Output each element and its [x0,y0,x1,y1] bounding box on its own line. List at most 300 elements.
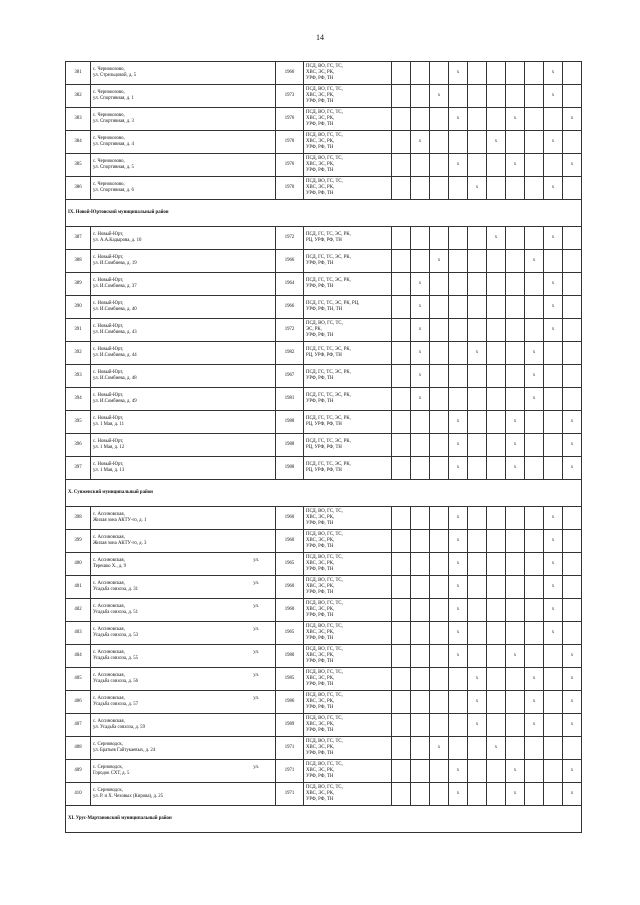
table-row [66,296,582,319]
mark-cell [468,645,487,668]
row-number: 402 [66,599,91,622]
mark-cell [506,177,525,200]
table-row [66,411,582,434]
works-line: ПСД, ВО, ГС, ТС, [306,133,343,138]
mark-cell [506,342,525,365]
address-street-prefix: ул. [253,627,259,632]
mark-cell [449,668,468,691]
address-line: с. Чернокозово, [93,90,125,95]
works-line: РЦ, УРФ, РФ, ТН [306,353,342,358]
table-row [66,737,582,760]
works-cell [304,154,392,177]
mark-cell: x [449,783,468,806]
year-cell: 1973 [276,85,304,108]
mark-cell: x [449,62,468,85]
works-line: ХВС, ЭС, РК, [306,139,335,144]
works-cell [304,645,392,668]
works-cell [304,131,392,154]
works-line: ХВС, ЭС, РК, [306,70,335,75]
works-cell [304,553,392,576]
address-cell [91,131,276,154]
address-cell [91,227,276,250]
works-cell [304,783,392,806]
works-line: ХВС, ЭС, РК, [306,515,335,520]
mark-cell: x [506,108,525,131]
address-line: с. Ассиновская, [93,535,125,540]
mark-cell [411,714,430,737]
address-line: ул. 1 Мая, д. 13 [93,468,125,473]
works-cell [304,411,392,434]
address-line: ул. Спортивная, д. 3 [93,119,134,124]
works-line: ХВС, ЭС, РК, [306,768,335,773]
works-line: ПСД, ВО, ГС, ТС, [306,624,343,629]
mark-cell: x [468,714,487,737]
address-street-prefix: ул. [253,673,259,678]
mark-cell [563,227,582,250]
mark-cell [468,131,487,154]
row-number: 409 [66,760,91,783]
mark-cell [411,177,430,200]
mark-cell [392,62,411,85]
mark-cell [430,714,449,737]
mark-cell [487,576,506,599]
works-line: ПСД, ВО, ГС, ТС, [306,578,343,583]
year-cell: 1981 [276,388,304,411]
works-cell [304,273,392,296]
address-cell [91,296,276,319]
mark-cell [430,457,449,480]
section-title: XI. Урус-Мартановский муниципальный район [66,806,582,833]
works-cell [304,507,392,530]
mark-cell: x [563,645,582,668]
mark-cell [468,62,487,85]
mark-cell [487,411,506,434]
address-line: с. Чернокозово, [93,113,125,118]
works-cell [304,622,392,645]
works-line: ПСД, ГС, ТС, ЭС, РК, [306,439,351,444]
mark-cell [487,177,506,200]
mark-cell: x [525,365,544,388]
mark-cell [563,507,582,530]
mark-cell: x [563,434,582,457]
mark-cell [487,85,506,108]
mark-cell: x [544,177,563,200]
year-cell: 1976 [276,108,304,131]
mark-cell [468,457,487,480]
mark-cell [468,553,487,576]
works-line: ХВС, ЭС, РК, [306,630,335,635]
address-cell [91,273,276,296]
mark-cell [544,250,563,273]
mark-cell [525,85,544,108]
mark-cell: x [544,319,563,342]
mark-cell: x [544,599,563,622]
works-line: УРФ, РФ, ТН [306,122,334,127]
mark-cell [487,342,506,365]
table-row [66,668,582,691]
mark-cell [487,553,506,576]
mark-cell [411,622,430,645]
mark-cell [525,622,544,645]
address-cell [91,319,276,342]
mark-cell [525,177,544,200]
mark-cell [411,668,430,691]
mark-cell [449,85,468,108]
mark-cell [487,622,506,645]
mark-cell [525,737,544,760]
mark-cell [506,737,525,760]
works-cell [304,365,392,388]
address-cell [91,737,276,760]
year-cell: 1960 [276,576,304,599]
mark-cell: x [544,530,563,553]
mark-cell [563,622,582,645]
address-line: ул. Спортивная, д. 4 [93,142,134,147]
row-number: 387 [66,227,91,250]
mark-cell [430,154,449,177]
mark-cell: x [544,131,563,154]
section-row [66,806,582,833]
mark-cell [411,108,430,131]
works-line: ПСД, ГС, ТС, ЭС, РК, [306,232,351,237]
mark-cell [392,411,411,434]
mark-cell [544,737,563,760]
mark-cell [563,365,582,388]
works-cell [304,668,392,691]
mark-cell [525,154,544,177]
address-line: ул. И.Сомбиева, д. 48 [93,376,137,381]
works-line: УРФ, РФ, ТН [306,284,334,289]
works-cell [304,714,392,737]
works-line: ЭС, РК, [306,327,322,332]
mark-cell [430,668,449,691]
mark-cell [487,365,506,388]
mark-cell [449,691,468,714]
row-number: 383 [66,108,91,131]
mark-cell [563,85,582,108]
works-line: УРФ, РФ, ТН [306,567,334,572]
mark-cell [487,457,506,480]
mark-cell: x [411,388,430,411]
address-line: ул. Р. и Х. Чеховых (Кирова), д. 25 [93,794,164,799]
address-cell [91,365,276,388]
mark-cell: x [544,85,563,108]
mark-cell [544,388,563,411]
mark-cell [430,576,449,599]
mark-cell [487,319,506,342]
year-cell: 1989 [276,714,304,737]
mark-cell [430,691,449,714]
mark-cell [487,62,506,85]
mark-cell [468,737,487,760]
works-line: УРФ, РФ, ТН [306,590,334,595]
mark-cell [411,250,430,273]
address-cell [91,645,276,668]
address-line: с. Ассиновская, [93,627,125,632]
mark-cell [411,227,430,250]
mark-cell [468,576,487,599]
address-line: ул. Спортивная, д. 5 [93,165,134,170]
mark-cell [506,388,525,411]
mark-cell [525,411,544,434]
works-line: УРФ, РФ, ТН [306,333,334,338]
mark-cell: x [525,250,544,273]
mark-cell [430,645,449,668]
mark-cell [506,622,525,645]
mark-cell [487,599,506,622]
works-line: УРФ, РФ, ТН [306,728,334,733]
mark-cell: x [411,319,430,342]
mark-cell [411,645,430,668]
mark-cell: x [449,411,468,434]
works-line: ПСД, ГС, ТС, ЭС, РК, [306,462,351,467]
mark-cell [525,783,544,806]
mark-cell: x [563,411,582,434]
mark-cell: x [506,154,525,177]
mark-cell: x [544,553,563,576]
mark-cell: x [506,411,525,434]
address-cell [91,85,276,108]
mark-cell [449,365,468,388]
mark-cell [392,737,411,760]
row-number: 403 [66,622,91,645]
mark-cell [506,273,525,296]
mark-cell [563,177,582,200]
mark-cell [563,530,582,553]
mark-cell [392,530,411,553]
address-cell [91,342,276,365]
mark-cell [525,599,544,622]
mark-cell: x [411,273,430,296]
address-cell [91,154,276,177]
mark-cell [525,296,544,319]
works-line: ПСД, ГС, ТС, ЭС, РК, [306,255,351,260]
works-line: УРФ, РФ, ТН [306,191,334,196]
mark-cell [506,507,525,530]
mark-cell: x [544,576,563,599]
mark-cell [430,622,449,645]
mark-cell [449,319,468,342]
address-line: с. Серноводск, [93,765,123,770]
table-row [66,714,582,737]
address-line: Усадьба совхоза, д. 55 [93,656,138,661]
mark-cell: x [411,131,430,154]
address-line: с. Ассиновская, [93,558,125,563]
mark-cell [487,668,506,691]
address-line: Жилая зона АКТУ-го, д. 1 [93,518,147,523]
mark-cell [544,434,563,457]
mark-cell [449,131,468,154]
works-line: ПСД, ВО, ГС, ТС, [306,785,343,790]
table-row [66,783,582,806]
mark-cell [468,227,487,250]
works-line: ХВС, ЭС, РК, [306,745,335,750]
mark-cell [544,365,563,388]
mark-cell [487,296,506,319]
address-line: с. Чернокозово, [93,159,125,164]
year-cell: 1988 [276,411,304,434]
mark-cell [392,131,411,154]
mark-cell [468,507,487,530]
row-number: 394 [66,388,91,411]
mark-cell [468,622,487,645]
mark-cell [430,131,449,154]
works-cell [304,737,392,760]
works-line: УРФ, РФ, ТН [306,544,334,549]
mark-cell: x [449,507,468,530]
address-cell [91,622,276,645]
mark-cell [392,177,411,200]
works-cell [304,434,392,457]
table-row [66,434,582,457]
mark-cell: x [449,154,468,177]
mark-cell [468,760,487,783]
mark-cell: x [430,85,449,108]
row-number: 401 [66,576,91,599]
works-line: ПСД, ВО, ГС, ТС, [306,87,343,92]
mark-cell [468,296,487,319]
row-number: 390 [66,296,91,319]
mark-cell [430,273,449,296]
mark-cell: x [449,434,468,457]
mark-cell [468,154,487,177]
mark-cell: x [506,434,525,457]
address-cell [91,760,276,783]
address-cell [91,250,276,273]
address-line: ул. И.Сомбиева, д. 49 [93,399,137,404]
mark-cell [449,273,468,296]
mark-cell: x [430,737,449,760]
mark-cell [430,411,449,434]
works-line: ХВС, ЭС, РК, [306,607,335,612]
address-line: ул. И.Сомбиева, д. 44 [93,353,137,358]
address-line: ул. Спортивная, д. 6 [93,188,134,193]
works-line: ПСД, ВО, ГС, ТС, [306,321,343,326]
mark-cell: x [411,365,430,388]
mark-cell [430,365,449,388]
mark-cell [563,131,582,154]
works-cell [304,108,392,131]
address-street-prefix: ул. [253,650,259,655]
table-row [66,131,582,154]
works-line: ПСД, ВО, ГС, ТС, [306,762,343,767]
address-street-prefix: ул. [253,765,259,770]
mark-cell [487,154,506,177]
row-number: 393 [66,365,91,388]
mark-cell: x [544,62,563,85]
mark-cell [392,434,411,457]
table-row [66,576,582,599]
mark-cell [392,296,411,319]
mark-cell: x [449,645,468,668]
table-row [66,62,582,85]
mark-cell [506,85,525,108]
works-line: УРФ, РФ, ТН [306,774,334,779]
address-cell [91,530,276,553]
year-cell: 1976 [276,154,304,177]
mark-cell: x [506,645,525,668]
works-line: УРФ, РФ, ТН [306,636,334,641]
works-line: ХВС, ЭС, РК, [306,722,335,727]
mark-cell [544,342,563,365]
works-line: УРФ, РФ, ТН [306,682,334,687]
mark-cell: x [563,783,582,806]
address-line: с. Новый-Юрт, [93,232,124,237]
mark-cell: x [563,457,582,480]
address-line: ул. А.А.Кадырова, д. 10 [93,238,142,243]
mark-cell [506,576,525,599]
address-line: с. Чернокозово, [93,67,125,72]
year-cell: 1970 [276,131,304,154]
row-number: 389 [66,273,91,296]
mark-cell [430,177,449,200]
mark-cell [430,760,449,783]
works-cell [304,62,392,85]
address-cell [91,62,276,85]
year-cell: 1980 [276,645,304,668]
address-cell [91,388,276,411]
mark-cell [563,296,582,319]
mark-cell [411,599,430,622]
mark-cell [487,507,506,530]
mark-cell [392,273,411,296]
mark-cell [544,154,563,177]
address-line: с. Новый-Юрт, [93,301,124,306]
year-cell: 1988 [276,434,304,457]
year-cell: 1985 [276,668,304,691]
mark-cell [487,273,506,296]
mark-cell [411,62,430,85]
table-row [66,622,582,645]
mark-cell [506,691,525,714]
address-line: Усадьба совхоза, д. 57 [93,702,138,707]
table-row [66,85,582,108]
mark-cell [411,434,430,457]
works-line: ХВС, ЭС, РК, [306,676,335,681]
mark-cell [449,714,468,737]
address-cell [91,553,276,576]
mark-cell [525,273,544,296]
year-cell: 1972 [276,227,304,250]
mark-cell [525,507,544,530]
mark-cell [392,365,411,388]
works-line: УРФ, РФ, ТН [306,751,334,756]
address-line: ул. И.Сомбиева, д. 37 [93,284,137,289]
mark-cell [487,783,506,806]
mark-cell [392,691,411,714]
works-line: УРФ, РФ, ТН [306,705,334,710]
table-row [66,319,582,342]
address-cell [91,434,276,457]
mark-cell [487,530,506,553]
row-number: 408 [66,737,91,760]
mark-cell [525,131,544,154]
mark-cell: x [563,668,582,691]
row-number: 388 [66,250,91,273]
mark-cell [468,434,487,457]
mark-cell [411,576,430,599]
mark-cell: x [525,714,544,737]
address-line: с. Ассиновская, [93,512,125,517]
mark-cell [468,388,487,411]
mark-cell [487,434,506,457]
year-cell: 1986 [276,691,304,714]
row-number: 381 [66,62,91,85]
works-line: ПСД, ВО, ГС, ТС, [306,509,343,514]
mark-cell [411,85,430,108]
works-line: ХВС, ЭС, РК, [306,561,335,566]
mark-cell: x [487,737,506,760]
